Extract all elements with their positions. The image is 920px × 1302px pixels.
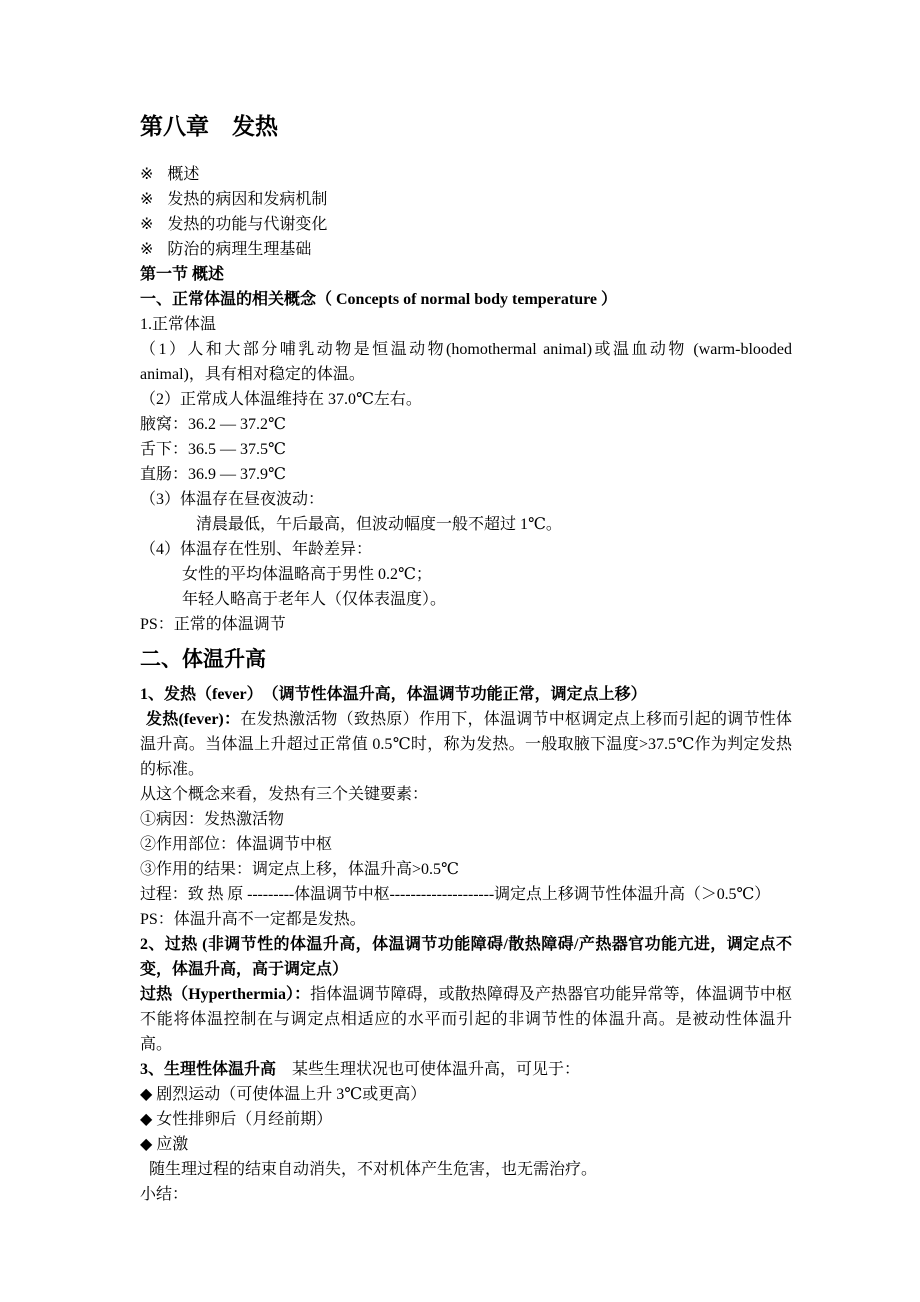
hyperthermia-heading: 2、过热 (非调节性的体温升高，体温调节功能障碍/散热障碍/产热器官功能亢进，调定点不变，体温升高，高于调定点） <box>140 936 792 978</box>
normal-temp-label: 1.正常体温 <box>140 316 217 333</box>
physiologic-heading <box>140 1057 792 1082</box>
toc-marker-icon: ※ <box>140 241 154 258</box>
normal-temp-point2: （2）正常成人体温维持在 37.0℃左右。 <box>140 391 422 408</box>
normal-temp-point4: （4）体温存在性别、年龄差异： <box>140 541 373 558</box>
toc-marker-icon: ※ <box>140 166 154 183</box>
toc-item-label: 概述 <box>167 166 200 183</box>
toc-item-label: 发热的病因和发病机制 <box>167 191 328 208</box>
ps-note-not-all-fever: PS：体温升高不一定都是发热。 <box>140 911 366 928</box>
fever-definition <box>140 707 792 782</box>
concepts-heading: 一、正常体温的相关概念（ Concepts of normal body temperature ） <box>140 291 618 308</box>
fever-elements-intro: 从这个概念来看，发热有三个关键要素： <box>140 786 429 803</box>
fever-process-line: 过程：致 热 原 ---------体温调节中枢--------------------调定点上移调节性体温升高（＞0.5℃） <box>140 886 771 903</box>
fever-element-3: ③作用的结果：调定点上移，体温升高>0.5℃ <box>140 861 459 878</box>
physiologic-note: 随生理过程的结束自动消失，不对机体产生危害，也无需治疗。 <box>149 1161 598 1178</box>
fever-definition-lead: 发热(fever)： <box>146 711 241 728</box>
hyperthermia-definition <box>140 982 792 1057</box>
physiologic-bullet-1: ◆ 剧烈运动（可使体温上升 3℃或更高） <box>140 1086 427 1103</box>
physiologic-heading-rest: 某些生理状况也可使体温升高，可见于： <box>276 1061 581 1078</box>
physiologic-bullet-3: ◆ 应激 <box>140 1136 189 1153</box>
hyperthermia-definition-lead: 过热（Hyperthermia）： <box>140 986 311 1003</box>
toc-item-label: 发热的功能与代谢变化 <box>167 216 328 233</box>
hyperthermia-definition-rest: 指体温调节障碍，或散热障碍及产热器官功能异常等，体温调节中枢不能将体温控制在与调定点相适应的水平而引起的非调节性的体温升高。是被动性体温升高。 <box>140 986 792 1053</box>
normal-temp-point1: （1）人和大部分哺乳动物是恒温动物(homothermal animal)或温血动物 (warm-blooded animal)，具有相对稳定的体温。 <box>140 341 792 383</box>
section2-heading: 二、体温升高 <box>140 647 266 671</box>
toc-item-label: 防治的病理生理基础 <box>167 241 312 258</box>
section1-heading: 第一节 概述 <box>140 266 225 283</box>
temp-range-sublingual: 舌下：36.5 — 37.5℃ <box>140 441 286 458</box>
physiologic-bullet-2: ◆ 女性排卵后（月经前期） <box>140 1111 333 1128</box>
fever-heading: 1、发热（fever） （调节性体温升高，体温调节功能正常，调定点上移） <box>140 686 647 703</box>
chapter-title: 第八章 发热 <box>140 114 278 139</box>
normal-temp-point3: （3）体温存在昼夜波动： <box>140 491 325 508</box>
normal-temp-point3-detail: 清晨最低，午后最高，但波动幅度一般不超过 1℃。 <box>196 516 562 533</box>
ps-note-normal-regulation: PS：正常的体温调节 <box>140 616 286 633</box>
toc-item <box>140 162 792 187</box>
temp-range-rectal: 直肠：36.9 — 37.9℃ <box>140 466 286 483</box>
fever-element-1: ①病因：发热激活物 <box>140 811 285 828</box>
fever-element-2: ②作用部位：体温调节中枢 <box>140 836 333 853</box>
toc-item <box>140 212 792 237</box>
physiologic-heading-lead: 3、生理性体温升高 <box>140 1061 277 1078</box>
temp-range-axilla: 腋窝：36.2 — 37.2℃ <box>140 416 286 433</box>
toc-item <box>140 187 792 212</box>
toc-item <box>140 237 792 262</box>
normal-temp-point4-detail-2: 年轻人略高于老年人（仅体表温度）。 <box>182 591 447 608</box>
toc-marker-icon: ※ <box>140 191 154 208</box>
fever-definition-rest: 在发热激活物（致热原）作用下，体温调节中枢调定点上移而引起的调节性体温升高。当体温上升超过正常值 0.5℃时，称为发热。一般取腋下温度>37.5℃作为判定发热的标准。 <box>140 711 792 778</box>
toc-marker-icon: ※ <box>140 216 154 233</box>
normal-temp-point4-detail-1: 女性的平均体温略高于男性 0.2℃； <box>182 566 432 583</box>
summary-label: 小结： <box>140 1186 189 1203</box>
